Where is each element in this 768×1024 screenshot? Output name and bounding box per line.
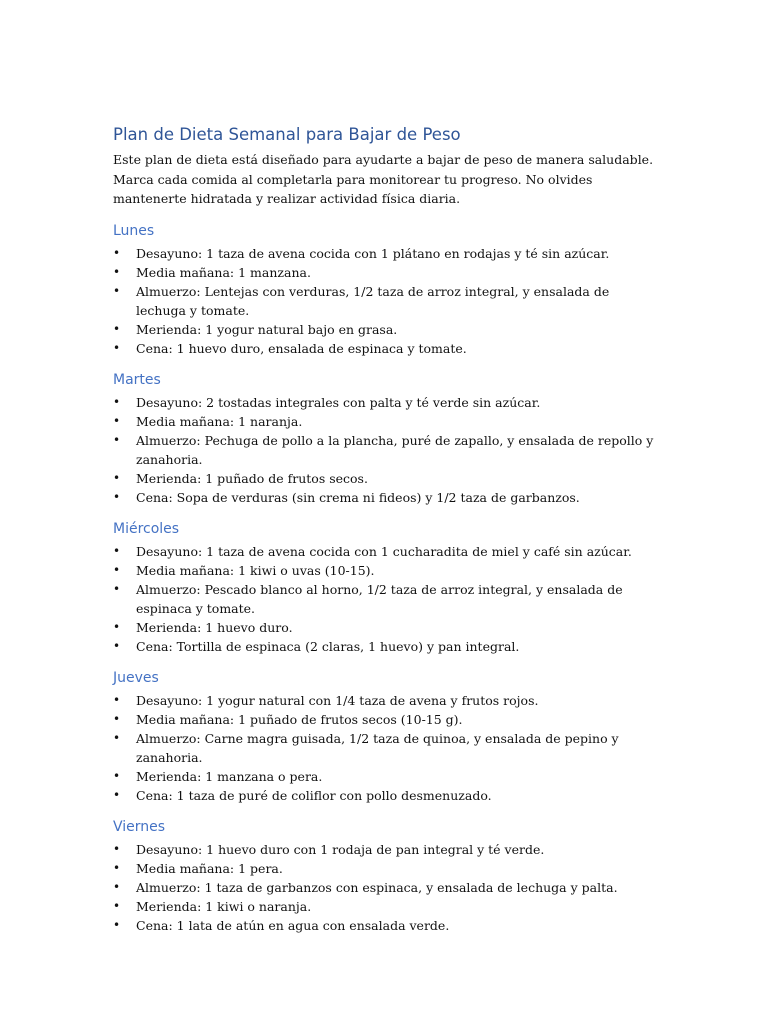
bullet-icon: • xyxy=(113,264,121,279)
day-heading: Lunes xyxy=(113,222,155,239)
bullet-icon: • xyxy=(113,898,121,913)
meal-list-item xyxy=(113,488,658,507)
meal-list-item xyxy=(113,637,658,656)
meal-list-item xyxy=(113,878,658,897)
bullet-icon: • xyxy=(113,340,121,355)
bullet-icon: • xyxy=(113,730,121,745)
meal-list-item xyxy=(113,618,658,637)
meal-list-item xyxy=(113,840,658,859)
bullet-icon: • xyxy=(113,787,121,802)
day-section-0 xyxy=(113,221,658,358)
meal-text: Merienda: 1 kiwi o naranja. xyxy=(136,898,312,914)
meal-text: Cena: Tortilla de espinaca (2 claras, 1 huevo) y pan integral. xyxy=(136,638,520,654)
bullet-icon: • xyxy=(113,879,121,894)
meal-text: Media mañana: 1 puñado de frutos secos (10-15 g). xyxy=(136,711,463,727)
meal-text: Desayuno: 1 taza de avena cocida con 1 plátano en rodajas y té sin azúcar. xyxy=(136,245,610,261)
meal-list xyxy=(113,691,658,805)
bullet-icon: • xyxy=(113,562,121,577)
meal-list-item xyxy=(113,542,658,561)
meal-list-item xyxy=(113,469,658,488)
meal-list-item xyxy=(113,431,658,469)
day-section-2 xyxy=(113,519,658,656)
day-heading: Jueves xyxy=(113,669,159,686)
meal-text: Desayuno: 1 huevo duro con 1 rodaja de pan integral y té verde. xyxy=(136,841,545,857)
meal-list-item xyxy=(113,580,658,618)
day-section-4 xyxy=(113,817,658,935)
meal-text: Media mañana: 1 manzana. xyxy=(136,264,311,280)
meal-list-item xyxy=(113,729,658,767)
meal-text: Almuerzo: Carne magra guisada, 1/2 taza de quinoa, y ensalada de pepino y zanahoria. xyxy=(136,730,619,765)
meal-list-item xyxy=(113,710,658,729)
bullet-icon: • xyxy=(113,768,121,783)
meal-list xyxy=(113,393,658,507)
meal-text: Cena: Sopa de verduras (sin crema ni fideos) y 1/2 taza de garbanzos. xyxy=(136,489,580,505)
bullet-icon: • xyxy=(113,413,121,428)
meal-list-item xyxy=(113,339,658,358)
bullet-icon: • xyxy=(113,860,121,875)
bullet-icon: • xyxy=(113,283,121,298)
meal-text: Almuerzo: Pescado blanco al horno, 1/2 taza de arroz integral, y ensalada de espinaca y tomate. xyxy=(136,581,623,616)
meal-list-item xyxy=(113,263,658,282)
meal-text: Cena: 1 lata de atún en agua con ensalada verde. xyxy=(136,917,450,933)
day-section-3 xyxy=(113,668,658,805)
bullet-icon: • xyxy=(113,245,121,260)
bullet-icon: • xyxy=(113,489,121,504)
meal-list-item xyxy=(113,767,658,786)
day-heading: Martes xyxy=(113,371,161,388)
meal-list-item xyxy=(113,412,658,431)
day-heading: Miércoles xyxy=(113,520,180,537)
bullet-icon: • xyxy=(113,917,121,932)
meal-text: Desayuno: 1 yogur natural con 1/4 taza de avena y frutos rojos. xyxy=(136,692,539,708)
meal-text: Merienda: 1 manzana o pera. xyxy=(136,768,323,784)
meal-list xyxy=(113,542,658,656)
bullet-icon: • xyxy=(113,543,121,558)
meal-list xyxy=(113,840,658,935)
meal-text: Media mañana: 1 naranja. xyxy=(136,413,303,429)
meal-text: Desayuno: 2 tostadas integrales con palta y té verde sin azúcar. xyxy=(136,394,541,410)
meal-list xyxy=(113,244,658,358)
meal-text: Media mañana: 1 pera. xyxy=(136,860,283,876)
document-content xyxy=(113,124,658,935)
bullet-icon: • xyxy=(113,581,121,596)
meal-text: Merienda: 1 puñado de frutos secos. xyxy=(136,470,368,486)
bullet-icon: • xyxy=(113,432,121,447)
document-intro: Este plan de dieta está diseñado para ayudarte a bajar de peso de manera saludable. Marca cada comida al completarla para monitorear tu progreso. No olvides mantenerte hidratada y realizar actividad física diaria. xyxy=(113,152,654,206)
meal-list-item xyxy=(113,859,658,878)
bullet-icon: • xyxy=(113,394,121,409)
meal-list-item xyxy=(113,786,658,805)
day-heading: Viernes xyxy=(113,818,166,835)
meal-list-item xyxy=(113,916,658,935)
meal-text: Cena: 1 taza de puré de coliflor con pollo desmenuzado. xyxy=(136,787,492,803)
bullet-icon: • xyxy=(113,321,121,336)
meal-list-item xyxy=(113,393,658,412)
meal-text: Almuerzo: Lentejas con verduras, 1/2 taza de arroz integral, y ensalada de lechuga y tomate. xyxy=(136,283,610,318)
meal-list-item xyxy=(113,244,658,263)
bullet-icon: • xyxy=(113,711,121,726)
meal-text: Merienda: 1 huevo duro. xyxy=(136,619,293,635)
meal-list-item xyxy=(113,320,658,339)
bullet-icon: • xyxy=(113,638,121,653)
meal-list-item xyxy=(113,691,658,710)
bullet-icon: • xyxy=(113,470,121,485)
bullet-icon: • xyxy=(113,841,121,856)
meal-list-item xyxy=(113,282,658,320)
meal-list-item xyxy=(113,561,658,580)
meal-text: Cena: 1 huevo duro, ensalada de espinaca y tomate. xyxy=(136,340,467,356)
meal-text: Almuerzo: 1 taza de garbanzos con espinaca, y ensalada de lechuga y palta. xyxy=(136,879,618,895)
meal-text: Merienda: 1 yogur natural bajo en grasa. xyxy=(136,321,398,337)
meal-text: Desayuno: 1 taza de avena cocida con 1 cucharadita de miel y café sin azúcar. xyxy=(136,543,632,559)
document-title: Plan de Dieta Semanal para Bajar de Peso xyxy=(113,125,461,144)
days-container xyxy=(113,221,658,935)
bullet-icon: • xyxy=(113,692,121,707)
meal-text: Almuerzo: Pechuga de pollo a la plancha, puré de zapallo, y ensalada de repollo y zanahoria. xyxy=(136,432,654,467)
meal-list-item xyxy=(113,897,658,916)
bullet-icon: • xyxy=(113,619,121,634)
meal-text: Media mañana: 1 kiwi o uvas (10-15). xyxy=(136,562,375,578)
day-section-1 xyxy=(113,370,658,507)
